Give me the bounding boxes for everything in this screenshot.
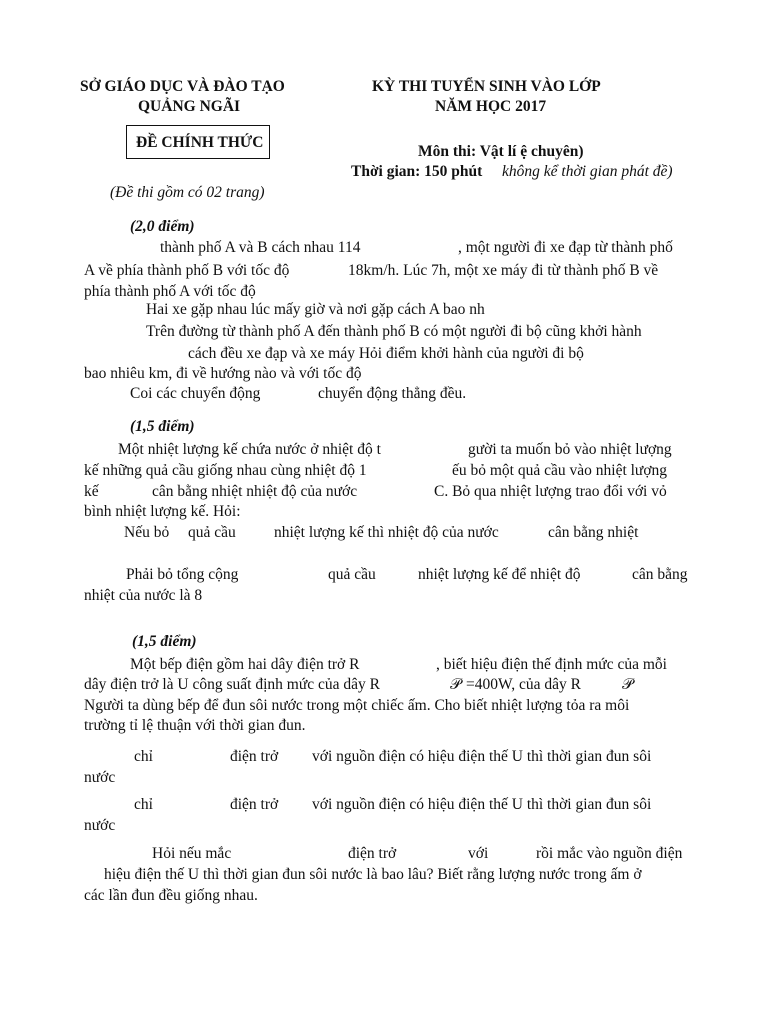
- q3-part-a: điện trở: [230, 748, 279, 765]
- q3-part-b: điện trở: [230, 796, 279, 813]
- q2-part-b: nhiệt lượng kế để nhiệt độ: [418, 566, 581, 583]
- q1-points: (2,0 điểm): [130, 218, 195, 235]
- q3-line: trường tỉ lệ thuận với thời gian đun.: [84, 717, 306, 734]
- q2-line: Một nhiệt lượng kế chứa nước ở nhiệt độ t: [118, 441, 381, 458]
- q3-part-c: Hỏi nếu mắc: [152, 845, 232, 862]
- subject-line: Môn thi: Vật lí ệ chuyên): [418, 143, 584, 160]
- q3-line: dây điện trở là U công suất định mức của dây R: [84, 676, 380, 693]
- q3-part-a: với nguồn điện có hiệu điện thế U thì thời gian đun sôi: [312, 748, 652, 765]
- q3-line: , biết hiệu điện thế định mức của mỗi: [436, 656, 667, 673]
- q1-part-b: Trên đường từ thành phố A đến thành phố B có một người đi bộ cũng khởi hành: [146, 323, 642, 340]
- q2-line: nhiệt của nước là 8: [84, 587, 203, 604]
- time-note: không kể thời gian phát đề): [502, 163, 673, 180]
- q1-line: 18km/h. Lúc 7h, một xe máy đi từ thành phố B về: [348, 262, 659, 279]
- power-symbol: 𝒫: [450, 676, 462, 693]
- q3-part-b: nước: [84, 817, 116, 834]
- q2-part-a: quả cầu: [188, 524, 236, 541]
- q3-points: (1,5 điểm): [132, 633, 197, 650]
- q2-part-b: cân bằng: [632, 566, 688, 583]
- q1-line: A về phía thành phố B với tốc độ: [84, 262, 290, 279]
- official-label: ĐỀ CHÍNH THỨC: [136, 134, 264, 151]
- q2-part-b: quả cầu: [328, 566, 376, 583]
- q3-line: Người ta dùng bếp để đun sôi nước trong một chiếc ấm. Cho biết nhiệt lượng tỏa ra môi: [84, 697, 630, 714]
- q2-line: cân bằng nhiệt nhiệt độ của nước: [152, 483, 358, 500]
- q3-part-c: các lần đun đều giống nhau.: [84, 887, 258, 904]
- q1-line: cách đều xe đạp và xe máy Hỏi điểm khởi hành của người đi bộ: [188, 345, 584, 362]
- q2-part-b: Phải bỏ tổng cộng: [126, 566, 239, 583]
- q3-part-c: rồi mắc vào nguồn điện: [536, 845, 683, 862]
- q3-part-a: chỉ: [134, 748, 153, 765]
- q3-part-b: với nguồn điện có hiệu điện thế U thì thời gian đun sôi: [312, 796, 652, 813]
- q3-part-c: hiệu điện thế U thì thời gian đun sôi nước là bao lâu? Biết rằng lượng nước trong ấm ở: [104, 866, 642, 883]
- q1-note: Coi các chuyển động: [130, 385, 261, 402]
- q1-part-a: Hai xe gặp nhau lúc mấy giờ và nơi gặp cách A bao nh: [146, 301, 485, 318]
- q3-part-a: nước: [84, 769, 116, 786]
- q2-line: bình nhiệt lượng kế. Hỏi:: [84, 503, 241, 520]
- q2-points: (1,5 điểm): [130, 418, 195, 435]
- q1-line: thành phố A và B cách nhau 114: [160, 239, 361, 256]
- school-year: NĂM HỌC 2017: [435, 98, 547, 115]
- q1-line: , một người đi xe đạp từ thành phố: [458, 239, 673, 256]
- q3-line: =400W, của dây R: [466, 676, 581, 693]
- pages-note: (Đề thi gồm có 02 trang): [110, 184, 265, 201]
- q2-line: C. Bỏ qua nhiệt lượng trao đổi với vỏ: [434, 483, 667, 500]
- department-name: SỞ GIÁO DỤC VÀ ĐÀO TẠO: [80, 78, 285, 95]
- power-symbol: 𝒫: [622, 676, 634, 693]
- q2-line: gười ta muốn bỏ vào nhiệt lượng: [468, 441, 672, 458]
- exam-title: KỲ THI TUYỂN SINH VÀO LỚP: [372, 78, 601, 95]
- q2-part-a: Nếu bỏ: [124, 524, 170, 541]
- q1-line: phía thành phố A với tốc độ: [84, 283, 256, 300]
- q1-note: chuyển động thẳng đều.: [318, 385, 467, 402]
- q3-part-b: chỉ: [134, 796, 153, 813]
- time-label: Thời gian: 150 phút: [351, 163, 483, 180]
- q3-part-c: với: [468, 845, 489, 862]
- q2-line: ếu bỏ một quả cầu vào nhiệt lượng: [452, 462, 668, 479]
- q2-part-a: cân bằng nhiệt: [548, 524, 639, 541]
- q2-line: kế những quả cầu giống nhau cùng nhiệt độ 1: [84, 462, 367, 479]
- q2-part-a: nhiệt lượng kế thì nhiệt độ của nước: [274, 524, 499, 541]
- q3-line: Một bếp điện gồm hai dây điện trở R: [130, 656, 360, 673]
- q3-part-c: điện trở: [348, 845, 397, 862]
- q1-line: bao nhiêu km, đi về hướng nào và với tốc độ: [84, 365, 362, 382]
- q2-line: kế: [84, 483, 99, 500]
- province-name: QUẢNG NGÃI: [138, 98, 241, 115]
